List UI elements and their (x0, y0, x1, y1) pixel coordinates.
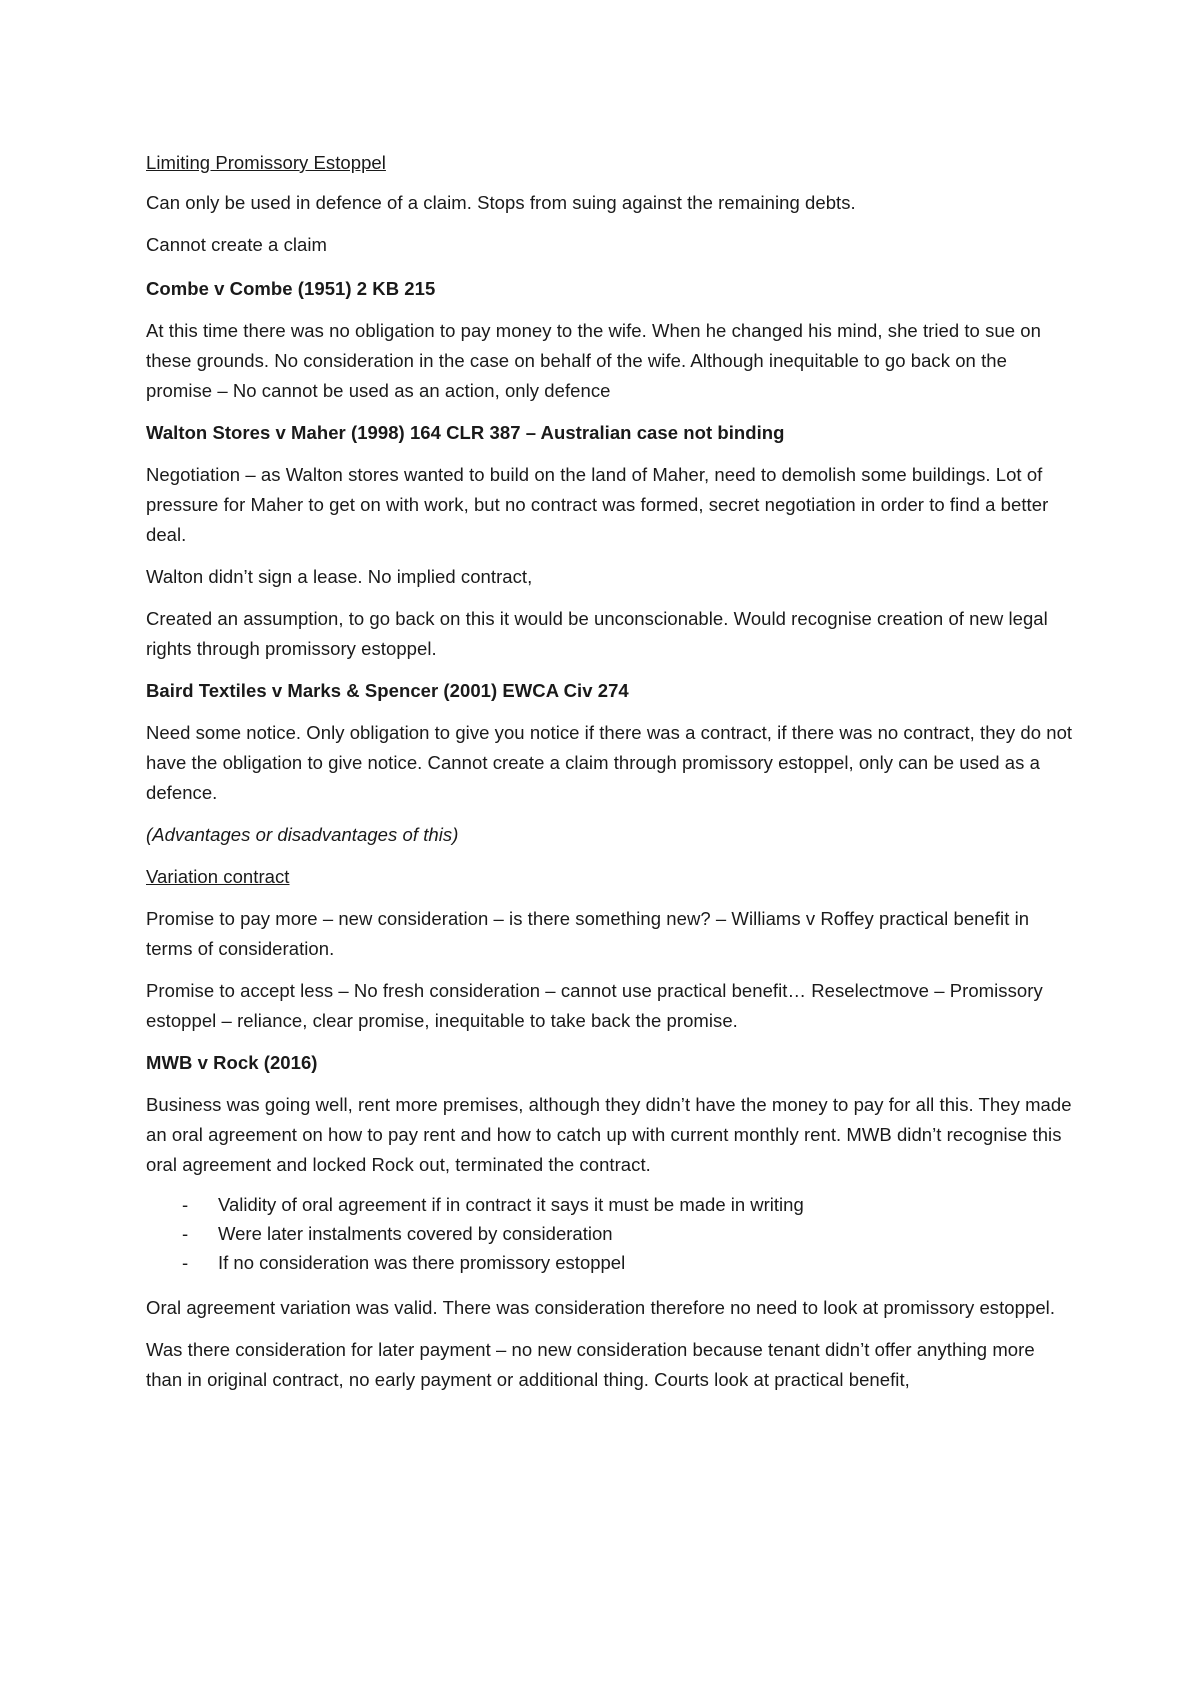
paragraph: Walton didn’t sign a lease. No implied contract, (146, 566, 533, 587)
section-heading-variation-contract: Variation contract (146, 866, 290, 887)
list-item (146, 1248, 1076, 1277)
paragraph: Can only be used in defence of a claim. Stops from suing against the remaining debts. (146, 192, 856, 213)
bullet-marker: - (182, 1252, 189, 1273)
paragraph: Need some notice. Only obligation to give you notice if there was a contract, if there was no contract, they do not have the obligation to give notice. Cannot create a claim through promissory estoppel, only can be used as a defence. (146, 722, 1073, 803)
list-item-text: Validity of oral agreement if in contract it says it must be made in writing (218, 1194, 804, 1215)
bullet-list (146, 1190, 1076, 1277)
document-page (146, 148, 1076, 1411)
list-item (146, 1190, 1076, 1219)
paragraph: Promise to accept less – No fresh consideration – cannot use practical benefit… Reselectmove – Promissory estoppel – reliance, clear promise, inequitable to take back the promise. (146, 980, 1043, 1031)
section-heading-limiting-promissory-estoppel: Limiting Promissory Estoppel (146, 152, 386, 173)
paragraph: At this time there was no obligation to pay money to the wife. When he changed his mind, she tried to sue on these grounds. No consideration in the case on behalf of the wife. Although inequitable to go back on the promise – No cannot be used as an action, only defence (146, 320, 1041, 401)
list-item-text: If no consideration was there promissory estoppel (218, 1252, 626, 1273)
paragraph: Promise to pay more – new consideration – is there something new? – Williams v Roffey practical benefit in terms of consideration. (146, 908, 1030, 959)
paragraph: Negotiation – as Walton stores wanted to build on the land of Maher, need to demolish some buildings. Lot of pressure for Maher to get on with work, but no contract was formed, secret negotiation in order to find a better deal. (146, 464, 1049, 545)
list-item-text: Were later instalments covered by consideration (218, 1223, 613, 1244)
bullet-marker: - (182, 1223, 189, 1244)
paragraph-note: (Advantages or disadvantages of this) (146, 824, 459, 845)
paragraph: Cannot create a claim (146, 234, 328, 255)
paragraph: Business was going well, rent more premises, although they didn’t have the money to pay for all this. They made an oral agreement on how to pay rent and how to catch up with current monthly rent. MWB didn’t recognise this oral agreement and locked Rock out, terminated the contract. (146, 1094, 1072, 1175)
case-heading-walton-stores-v-maher: Walton Stores v Maher (1998) 164 CLR 387 – Australian case not binding (146, 422, 785, 443)
paragraph: Created an assumption, to go back on this it would be unconscionable. Would recognise creation of new legal rights through promissory estoppel. (146, 608, 1048, 659)
list-item (146, 1219, 1076, 1248)
paragraph: Oral agreement variation was valid. There was consideration therefore no need to look at promissory estoppel. (146, 1297, 1056, 1318)
case-heading-mwb-v-rock: MWB v Rock (2016) (146, 1052, 318, 1073)
case-heading-combe-v-combe: Combe v Combe (1951) 2 KB 215 (146, 278, 436, 299)
bullet-marker: - (182, 1194, 189, 1215)
case-heading-baird-textiles-v-marks-spencer: Baird Textiles v Marks & Spencer (2001) EWCA Civ 274 (146, 680, 629, 701)
paragraph: Was there consideration for later payment – no new consideration because tenant didn’t offer anything more than in original contract, no early payment or additional thing. Courts look at practical benefit, (146, 1339, 1035, 1390)
